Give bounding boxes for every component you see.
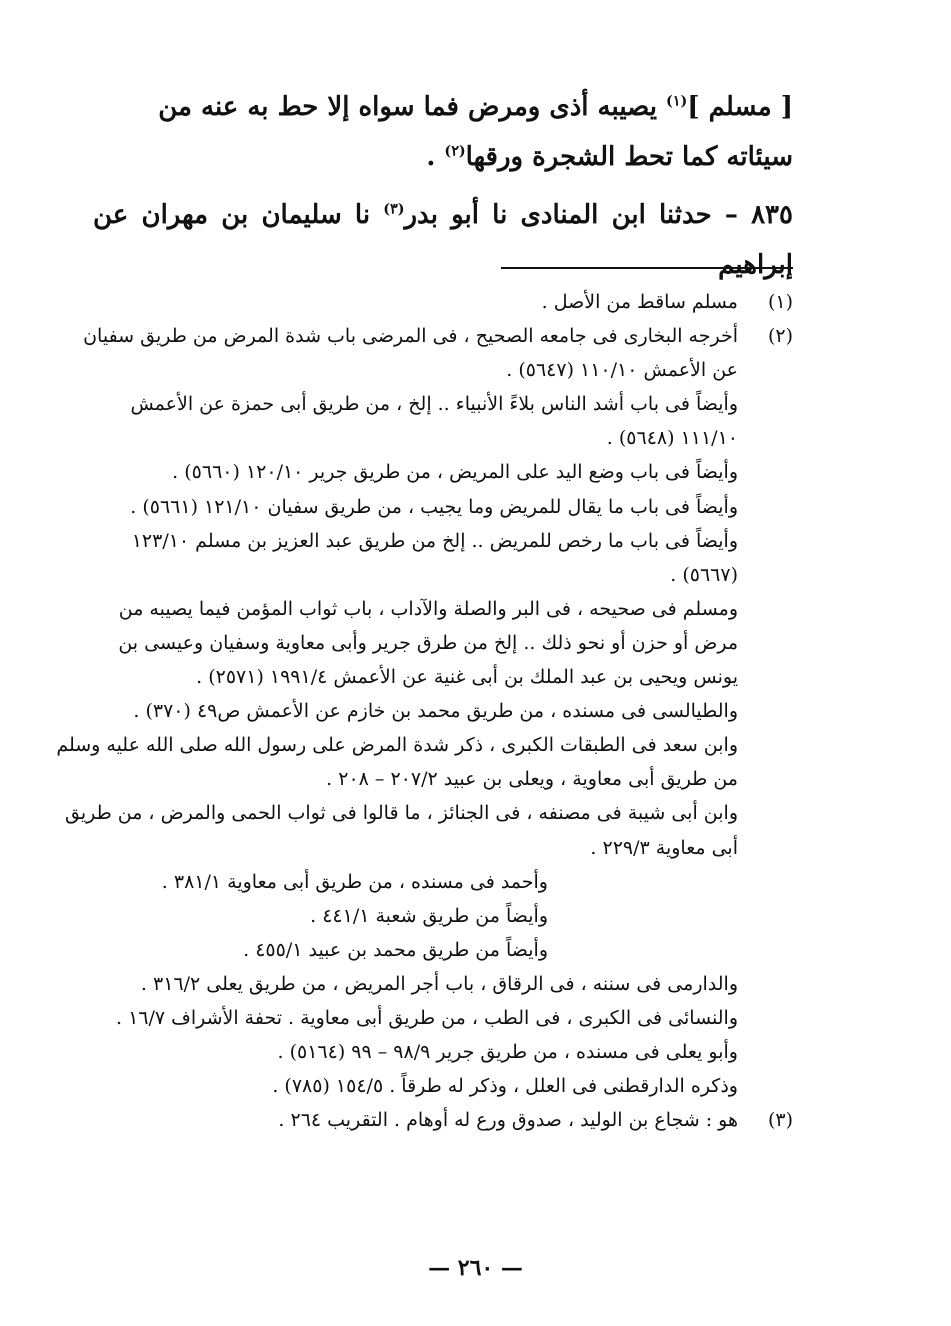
- footnote-line: أخرجه البخارى فى جامعه الصحيح ، فى المرضى باب شدة المرض من طريق سفيان: [83, 325, 738, 348]
- footnote-line: وأبو يعلى فى مسنده ، من طريق جرير ٩٨/٩ – ٩٩ (٥١٦٤) .: [277, 1041, 738, 1064]
- footnote-number: (٣): [767, 1109, 793, 1132]
- footnote-line: مرض أو حزن أو نحو ذلك .. إلخ من طرق جرير وأبى معاوية وسفيان وعيسى بن: [118, 631, 738, 654]
- footnote-line: عن الأعمش ١١٠/١٠ (٥٦٤٧) .: [506, 359, 738, 382]
- footnote-3: [99, 1103, 793, 1137]
- page-number: — ٢٦٠ —: [428, 1255, 523, 1281]
- footnote-line: (٥٦٦٧) .: [670, 563, 738, 586]
- main-paragraph-hadith-835: [93, 190, 793, 290]
- footnote-ref-2: (٢): [444, 143, 466, 160]
- footnote-line: وأيضاً من طريق محمد بن عبيد ٤٥٥/١ .: [243, 938, 548, 961]
- footnote-number: (١): [767, 291, 793, 313]
- footnote-line: وأيضاً من طريق شعبة ٤٤١/١ .: [310, 904, 548, 927]
- footnote-line: يونس ويحيى بن عبد الملك بن أبى غنية عن الأعمش ١٩٩١/٤ (٢٥٧١) .: [196, 666, 738, 689]
- footnote-ref-1: (١): [666, 93, 688, 110]
- main-paragraph-hadith-text: [93, 82, 793, 182]
- footnote-line: والدارمى فى سننه ، فى الرقاق ، باب أجر المريض ، من طريق يعلى ٣١٦/٢ .: [140, 972, 738, 995]
- footnote-line: وأحمد فى مسنده ، من طريق أبى معاوية ٣٨١/١ .: [161, 870, 548, 893]
- footnote-line: ١١١/١٠ (٥٦٤٨) .: [606, 427, 738, 450]
- footnote-line: وأيضاً فى باب أشد الناس بلاءً الأنبياء .. إلخ ، من طريق أبى حمزة عن الأعمش: [130, 393, 738, 416]
- footnote-number: (٢): [767, 325, 793, 348]
- footnote-ref-3: (٣): [383, 201, 405, 218]
- footnote-line: أبى معاوية ٢٢٩/٣ .: [590, 836, 738, 859]
- main-line: [ مسلم ]$^{(١)}$ يصيبه أذى ومرض فما سواه إلا حط به عنه من: [158, 92, 793, 122]
- main-line: ٨٣٥ – حدثنا ابن المنادى نا أبو بدر$^{(٣)}$ نا سليمان بن مهران عن إبراهيم: [93, 200, 793, 280]
- footnote-line: مسلم ساقط من الأصل .: [541, 291, 738, 313]
- footnote-line: وأيضاً فى باب ما رخص للمريض .. إلخ من طريق عبد العزيز بن مسلم ١٢٣/١٠: [131, 529, 738, 552]
- footnote-line: وأيضاً فى باب ما يقال للمريض وما يجيب ، من طريق سفيان ١٢١/١٠ (٥٦٦١) .: [130, 495, 738, 518]
- footnote-1: [99, 285, 793, 319]
- footnote-line: من طريق أبى معاوية ، ويعلى بن عبيد ٢٠٧/٢ – ٢٠٨ .: [326, 768, 738, 791]
- footnote-line: والنسائى فى الكبرى ، فى الطب ، من طريق أبى معاوية . تحفة الأشراف ١٦/٧ .: [115, 1006, 738, 1029]
- footnote-line: وأيضاً فى باب وضع اليد على المريض ، من طريق جرير ١٢٠/١٠ (٥٦٦٠) .: [172, 461, 738, 484]
- footnote-2: [56, 319, 793, 1103]
- footnote-line: والطيالسى فى مسنده ، من طريق محمد بن خازم عن الأعمش ص٤٩ (٣٧٠) .: [133, 700, 738, 723]
- footnotes-section: [56, 285, 793, 1137]
- footnote-divider: [501, 267, 793, 269]
- footnote-line: وذكره الدارقطنى فى العلل ، وذكر له طرقاً . ١٥٤/٥ (٧٨٥) .: [272, 1075, 738, 1098]
- main-line: سيئاته كما تحط الشجرة ورقها$^{(٢)}$ .: [426, 142, 793, 172]
- footnote-line: ومسلم فى صحيحه ، فى البر والصلة والآداب ، باب ثواب المؤمن فيما يصيبه من: [118, 597, 738, 620]
- footnote-line: وابن سعد فى الطبقات الكبرى ، ذكر شدة المرض على رسول الله صلى الله عليه وسلم: [56, 734, 738, 757]
- footnote-line: وابن أبى شيبة فى مصنفه ، فى الجنائز ، ما قالوا فى ثواب الحمى والمرض ، من طريق: [64, 802, 738, 825]
- footnote-line: هو : شجاع بن الوليد ، صدوق ورع له أوهام . التقريب ٢٦٤ .: [278, 1109, 738, 1132]
